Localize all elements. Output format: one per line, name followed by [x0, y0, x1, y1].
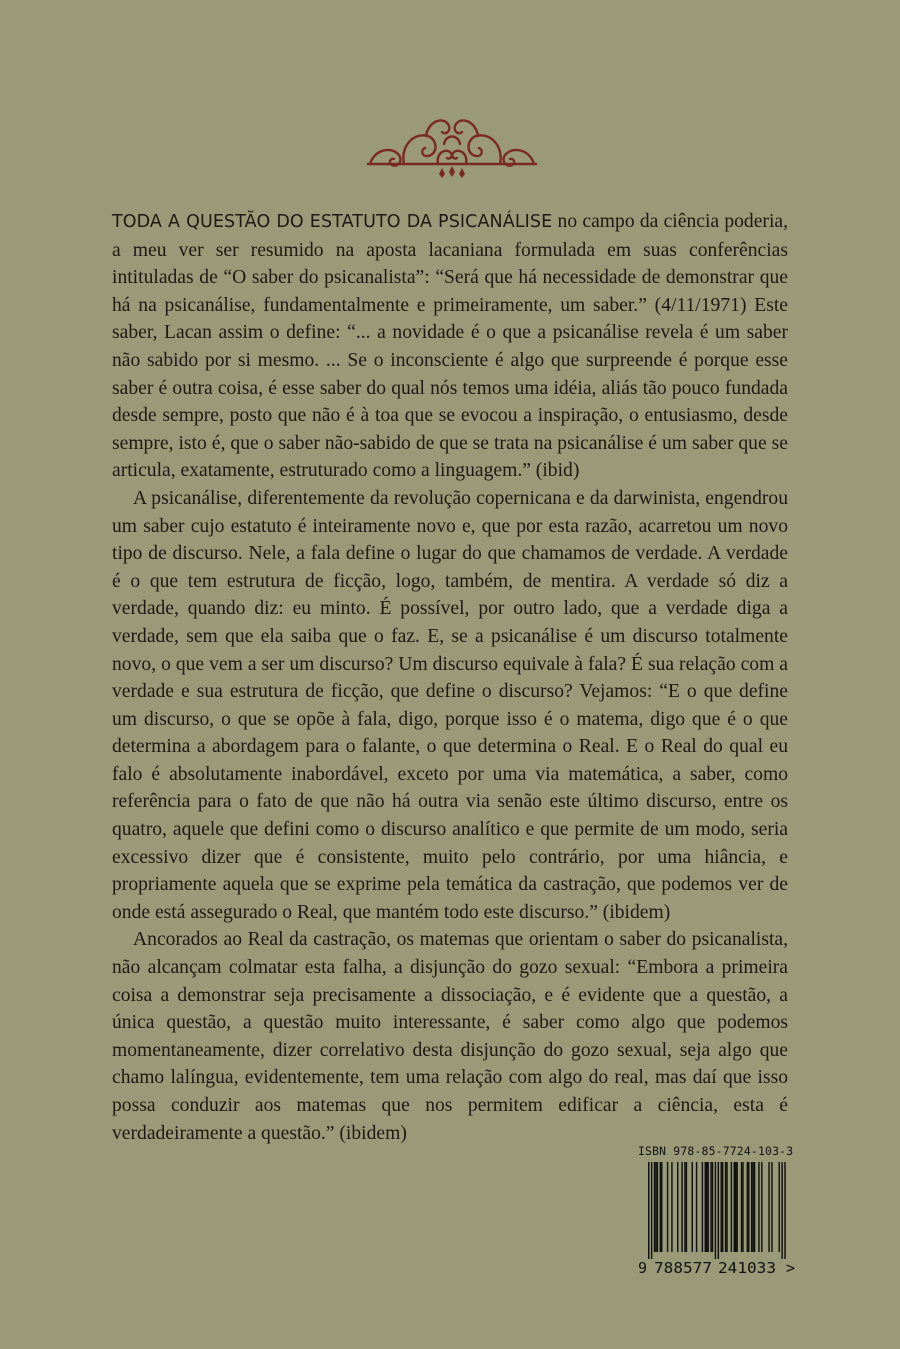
back-cover-text [112, 208, 788, 1147]
barcode-bar [648, 1162, 649, 1259]
barcode-bar [677, 1162, 678, 1252]
barcode-bar [722, 1162, 723, 1252]
barcode-bar [752, 1162, 753, 1252]
barcode-right-group: 241033 [718, 1259, 776, 1274]
paragraph-2: A psicanálise, diferentemente da revolução copernicana e da darwinista, engendrou um saber cujo estatuto é inteiramente novo e, que por esta razão, acarretou um novo tipo de discurso. Nele, a fala define o lugar do que chamamos de verdade. A verdade é o que tem estrutura de ficção, logo, também, de mentira. A verdade só diz a verdade, quando diz: eu minto. É possível, por outro lado, que a verdade diga a verdade, sem que ela saiba que o faz. E, se a psicanálise é um discurso totalmente novo, o que vem a ser um discurso? Um discurso equivale à fala? É sua relação com a verdade e sua estrutura de ficção, que define o discurso? Vejamos: “E o que define um discurso, o que se opõe à fala, digo, porque isso é o matema, digo que é o que determina a abordagem para o falante, o que determina o Real. E o Real do qual eu falo é absolutamente inabordável, exceto por uma via matemática, a saber, como referência para o fato de que não há outra via senão este último discurso, entre os quatro, aquele que defini como o discurso analítico e que permite de um modo, seria excessivo dizer que é consistente, muito pelo contrário, por uma hiância, e propriamente aquela que se exprime pela temática da castração, que podemos ver de onde está assegurado o Real, que mantém todo este discurso.” (ibidem) [112, 487, 788, 923]
lead-heading: TODA A QUESTÃO DO ESTATUTO DA PSICANÁLISE [112, 212, 553, 232]
barcode-bar [784, 1162, 785, 1259]
barcode-quiet-mark: > [786, 1259, 796, 1274]
barcode-bar [779, 1162, 780, 1252]
barcode-bar [654, 1162, 655, 1252]
barcode-bar [781, 1162, 782, 1259]
barcode-bar [725, 1162, 726, 1252]
barcode-bar [761, 1162, 762, 1252]
barcode-bar [696, 1162, 697, 1252]
barcode-bar [651, 1162, 652, 1259]
barcode-bar [667, 1162, 668, 1252]
barcode-bar [726, 1162, 727, 1252]
barcode-bar [748, 1162, 749, 1252]
barcode-bar [702, 1162, 703, 1252]
barcode-bar [712, 1162, 713, 1252]
barcode-bar [718, 1162, 719, 1259]
barcode-bar [655, 1162, 656, 1252]
paragraph-3: Ancorados ao Real da castração, os matemas que orientam o saber do psicanalista, não alcançam colmatar esta falha, a disjunção do gozo sexual: “Embora a primeira coisa a demonstrar seja precisamente a dissociação, e é evidente que a questão, a única questão, a questão muito interessante, é saber como algo que podemos momentaneamente, dizer correlativo desta disjunção do gozo sexual, seja algo que chamo lalíngua, evidentemente, tem uma relação com algo do real, mas daí que isso possa conduzir aos matemas que nos permitem edificar a ciência, esta é verdadeiramente a questão.” (ibidem) [112, 929, 788, 1144]
barcode-bar [742, 1162, 743, 1252]
barcode-bar [705, 1162, 706, 1252]
scroll-ornament-icon [364, 110, 540, 178]
barcode-bar [684, 1162, 685, 1252]
barcode-bar [751, 1162, 752, 1252]
barcode-bar [707, 1162, 708, 1252]
barcode-bar [736, 1162, 737, 1252]
barcode-bar [734, 1162, 735, 1252]
isbn-number: ISBN 978-85-7724-103-3 [638, 1144, 794, 1158]
barcode-bar [706, 1162, 707, 1252]
barcode-bar [758, 1162, 759, 1252]
barcode-bar [657, 1162, 658, 1252]
barcode-first-digit: 9 [638, 1259, 648, 1274]
barcode-bar [731, 1162, 732, 1252]
barcode-bar [771, 1162, 772, 1252]
barcode-bar [661, 1162, 662, 1252]
paragraph-1-text: no campo da ciência poderia, a meu ver ser resumido na aposta lacaniana formulada em suas conferências intituladas de “O saber do psicanalista”: “Será que há necessidade de demonstrar que há na psicanálise, fundamentalmente e primeiramente, um saber.” (4/11/1971) Este saber, Lacan assim o define: “... a novidade é o que a psicanálise revela é um saber não sabido por si mesmo. ... Se o inconsciente é algo que surpreende é porque esse saber é outra coisa, é esse saber do qual nós temos uma idéia, aliás tão pouco fundada desde sempre, posto que não é à toa que se evocou a inspiração, o entusiasmo, desde sempre, isto é, que o saber não-sabido de que se trata na psicanálise é um saber que se articula, exatamente, estruturado como a linguagem.” (ibid) [112, 211, 788, 482]
barcode-bar [735, 1162, 736, 1252]
barcode-bar [660, 1162, 661, 1252]
barcode-bar [741, 1162, 742, 1252]
barcode-bar [686, 1162, 687, 1252]
isbn-barcode [638, 1162, 798, 1274]
barcode-bar [715, 1162, 716, 1259]
barcode-bar [747, 1162, 748, 1252]
barcode-bar [671, 1162, 672, 1252]
barcode-bar [754, 1162, 755, 1252]
barcode-bar [681, 1162, 682, 1252]
barcode-bar [692, 1162, 693, 1252]
barcode-left-group: 788577 [654, 1259, 712, 1274]
barcode-bar [721, 1162, 722, 1252]
barcode-bar [768, 1162, 769, 1252]
barcode-bar [710, 1162, 711, 1252]
paragraph-1 [112, 208, 788, 485]
